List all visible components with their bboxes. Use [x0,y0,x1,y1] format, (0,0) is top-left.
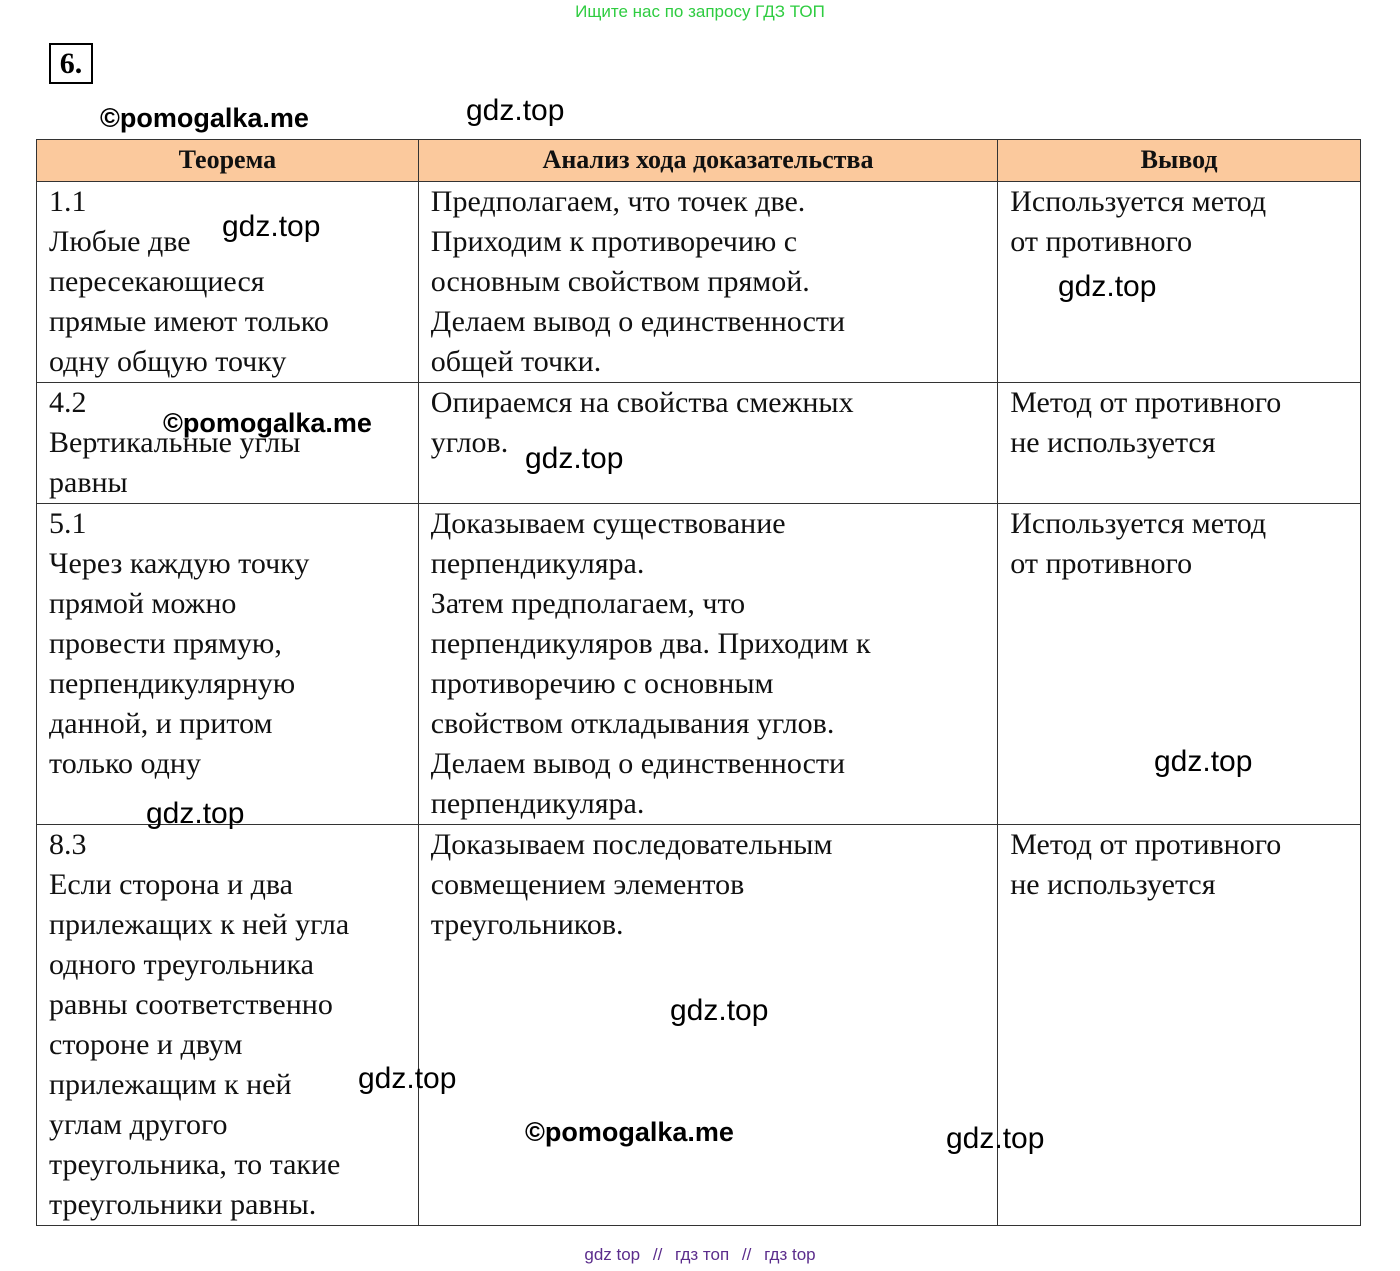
header-conclusion: Вывод [998,140,1361,182]
watermark-gdz: gdz.top [670,994,769,1027]
footer-link-gdz-top[interactable]: gdz top [584,1245,641,1264]
watermark-gdz: gdz.top [1058,270,1157,303]
footer-link-gdz-top-ru[interactable]: гдз топ [675,1245,730,1264]
footer-separator: // [741,1245,752,1264]
theorem-table [36,139,1361,1226]
footer-link-gdz-top-mixed[interactable]: гдз top [764,1245,816,1264]
watermark-gdz: gdz.top [525,442,624,475]
header-theorem: Теорема [37,140,419,182]
footer-separator: // [652,1245,663,1264]
watermark-gdz: gdz.top [222,210,321,243]
watermark-pomogalka: ©pomogalka.me [163,408,372,438]
analysis-cell: Опираемся на свойства смежных углов. [418,383,997,504]
theorem-cell: 8.3 Если сторона и два прилежащих к ней угла одного треугольника равны соответственно стороне и двум прилежащим к ней углам другого треугольника, то такие треугольники равны. [37,825,419,1226]
watermark-gdz: gdz.top [146,797,245,830]
conclusion-cell: Используется метод от противного [998,504,1361,825]
theorem-cell: 5.1 Через каждую точку прямой можно провести прямую, перпендикулярную данной, и притом только одну [37,504,419,825]
conclusion-cell: Метод от противного не используется [998,825,1361,1226]
footer-links [0,1245,1400,1265]
theorem-cell: 1.1 Любые две пересекающиеся прямые имеют только одну общую точку [37,182,419,383]
watermark-gdz: gdz.top [466,94,565,127]
watermark-gdz: gdz.top [946,1122,1045,1155]
header-analysis: Анализ хода доказательства [418,140,997,182]
theorem-cell: 4.2 Вертикальные углы равны [37,383,419,504]
watermark-pomogalka: ©pomogalka.me [525,1117,734,1147]
watermark-pomogalka: ©pomogalka.me [100,103,309,133]
table-header-row [37,140,1361,182]
top-banner: Ищите нас по запросу ГДЗ ТОП [575,2,825,21]
task-number: 6. [49,43,93,84]
conclusion-cell: Используется метод от противного [998,182,1361,383]
table-row [37,383,1361,504]
analysis-cell: Предполагаем, что точек две. Приходим к противоречию с основным свойством прямой. Делаем вывод о единственности общей точки. [418,182,997,383]
analysis-cell: Доказываем последовательным совмещением элементов треугольников. [418,825,997,1226]
watermark-gdz: gdz.top [358,1062,457,1095]
conclusion-cell: Метод от противного не используется [998,383,1361,504]
watermark-gdz: gdz.top [1154,745,1253,778]
analysis-cell: Доказываем существование перпендикуляра. Затем предполагаем, что перпендикуляров два. Приходим к противоречию с основным свойством откладывания углов. Делаем вывод о единственности перпендикуляра. [418,504,997,825]
